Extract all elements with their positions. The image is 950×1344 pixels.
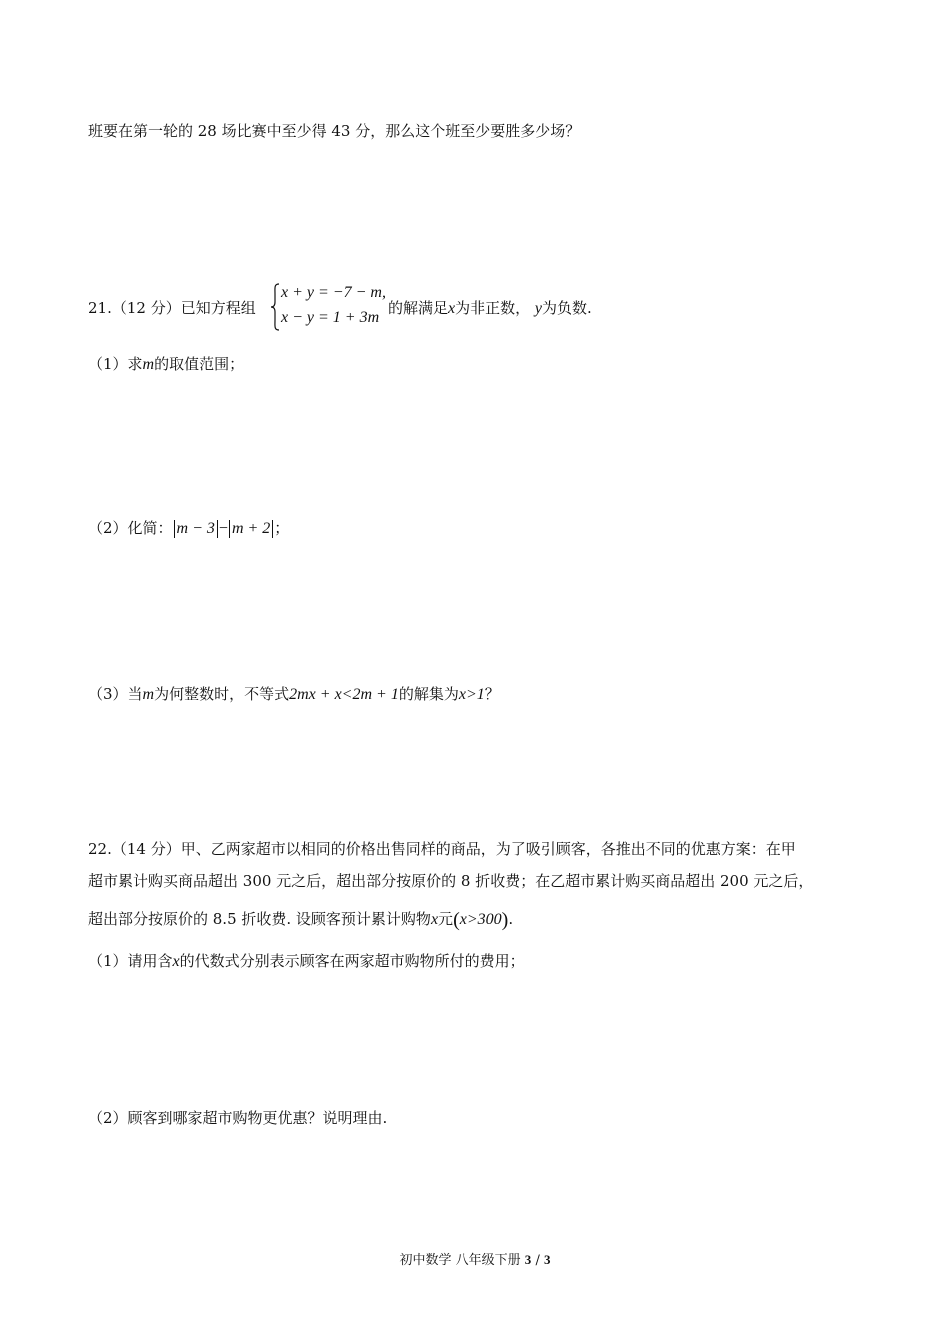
q21-condition — [388, 297, 592, 318]
q21-p1-label: （1）求 — [88, 355, 143, 373]
q21-score: （12 分）已知方程组 — [111, 299, 256, 317]
q21-p2-end: ； — [274, 519, 290, 537]
q22-line3-b: 元 — [438, 910, 454, 928]
q21-number: 21. — [88, 299, 112, 317]
q22-condition: x>300 — [459, 911, 502, 928]
paren-open: ( — [453, 909, 460, 931]
q21-p3-b: 的解集为 — [398, 685, 459, 703]
q21-heading — [88, 297, 256, 318]
var-m: m — [142, 686, 155, 703]
q22-part1 — [88, 950, 525, 971]
footer-separator: / — [535, 1253, 540, 1268]
abs-expr-2: m + 2 — [229, 520, 273, 538]
footer-total-pages: 3 — [543, 1252, 551, 1267]
q22-line-2: 超市累计购买商品超出 300 元之后，超出部分按原价的 8 折收费；在乙超市累计购买商品超出 200 元之后， — [88, 872, 814, 890]
q21-part1 — [88, 353, 244, 374]
q22-line3-end: . — [508, 910, 514, 928]
q22-line-3 — [88, 908, 513, 932]
left-brace-icon — [269, 282, 281, 332]
equation-1: x + y = −7 − m, — [281, 284, 386, 301]
var-m: m — [142, 356, 155, 373]
equation-system — [269, 282, 389, 332]
var-y: y — [534, 300, 543, 317]
var-x: x — [172, 953, 180, 970]
q21-p1-text: 的取值范围； — [154, 355, 245, 373]
q21-cond-c: 为负数. — [542, 299, 592, 317]
q21-p3-label: （3）当 — [88, 685, 143, 703]
q22-p1-b: 的代数式分别表示顾客在两家超市购物所付的费用； — [179, 952, 525, 970]
minus-sign: − — [218, 520, 228, 537]
q21-p3-end: ？ — [484, 685, 500, 703]
q21-p2-label: （2）化简： — [88, 519, 173, 537]
paren-close: ) — [501, 909, 509, 931]
footer-page-number: 3 — [524, 1252, 532, 1267]
q21-part3 — [88, 683, 500, 704]
var-x: x — [430, 911, 439, 928]
inequality: 2mx + x<2m + 1 — [289, 686, 399, 703]
q22-line-1: 22.（14 分）甲、乙两家超市以相同的价格出售同样的商品，为了吸引顾客，各推出不同的优惠方案：在甲 — [88, 840, 796, 858]
q22-p1-a: （1）请用含 — [88, 952, 173, 970]
footer-course: 初中数学 八年级下册 — [399, 1253, 521, 1268]
page-footer — [0, 1249, 950, 1268]
solution-set: x>1 — [458, 686, 485, 703]
q20-text: 班要在第一轮的 28 场比赛中至少得 43 分，那么这个班至少要胜多少场？ — [88, 122, 581, 140]
q21-cond-b: 为非正数， — [455, 299, 531, 317]
var-x: x — [448, 300, 456, 317]
q21-p3-a: 为何整数时，不等式 — [154, 685, 290, 703]
abs-expr-1: m − 3 — [174, 520, 218, 538]
q22-part2: （2）顾客到哪家超市购物更优惠？说明理由. — [88, 1109, 388, 1127]
q21-cond-a: 的解满足 — [388, 299, 449, 317]
q21-part2 — [88, 517, 289, 538]
q22-line3-a: 超出部分按原价的 8.5 折收费. 设顾客预计累计购物 — [88, 910, 431, 928]
equation-2: x − y = 1 + 3m — [281, 309, 380, 326]
